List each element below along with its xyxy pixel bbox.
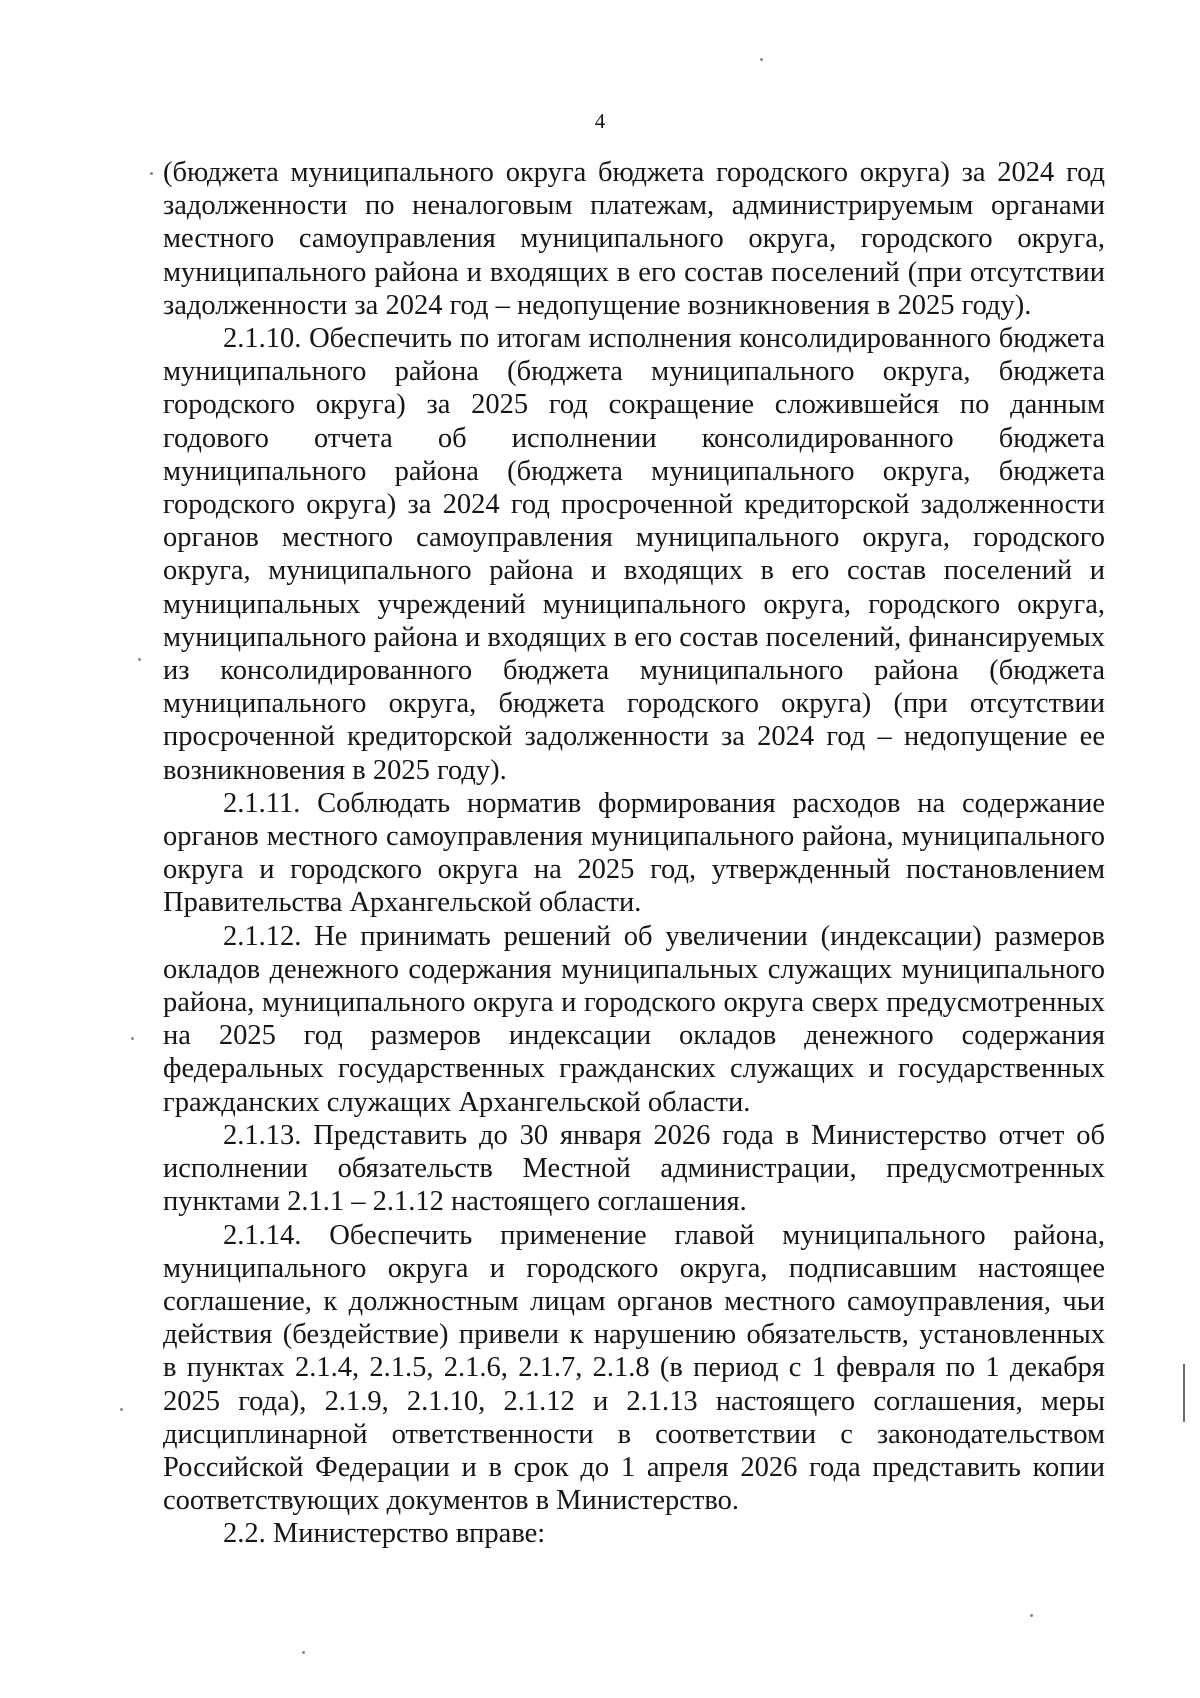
paragraph-2-1-13: 2.1.13. Представить до 30 января 2026 года в Министерство отчет об исполнении обязательств Местной администрации, предусмотренных пунктами 2.1.1 – 2.1.12 настоящего соглашения.	[163, 1119, 1105, 1218]
document-body	[163, 156, 1105, 1551]
paragraph-continuation: (бюджета муниципального округа бюджета городского округа) за 2024 год задолженности по неналоговым платежам, администрируемым органами местного самоуправления муниципального округа, городского округа, муниципального района и входящих в его состав поселений (при отсутствии задолженности за 2024 год – недопущение возникновения в 2025 году).	[163, 157, 1105, 321]
paragraph-2-1-12: 2.1.12. Не принимать решений об увеличении (индексации) размеров окладов денежного содержания муниципальных служащих муниципального района, муниципального округа и городского округа сверх предусмотренных на 2025 год размеров индексации окладов денежного содержания федеральных государственных гражданских служащих и государственных гражданских служащих Архангельской области.	[163, 920, 1105, 1118]
page-number: 4	[594, 109, 606, 133]
scan-speck	[760, 58, 763, 61]
scan-speck	[131, 1037, 134, 1040]
scan-speck	[138, 658, 141, 661]
scan-speck	[1030, 1614, 1033, 1617]
paragraph-2-1-14: 2.1.14. Обеспечить применение главой муниципального района, муниципального округа и городского округа, подписавшим настоящее соглашение, к должностным лицам органов местного самоуправления, чьи действия (бездействие) привели к нарушению обязательств, установленных в пунктах 2.1.4, 2.1.5, 2.1.6, 2.1.7, 2.1.8 (в период с 1 февраля по 1 декабря 2025 года), 2.1.9, 2.1.10, 2.1.12 и 2.1.13 настоящего соглашения, меры дисциплинарной ответственности в соответствии с законодательством Российской Федерации и в срок до 1 апреля 2026 года представить копии соответствующих документов в Министерство.	[163, 1219, 1105, 1517]
paragraph-2-1-11: 2.1.11. Соблюдать норматив формирования расходов на содержание органов местного самоуправления муниципального района, муниципального округа и городского округа на 2025 год, утвержденный постановлением Правительства Архангельской области.	[163, 787, 1105, 919]
scan-speck	[302, 1651, 305, 1654]
scan-speck	[120, 1408, 123, 1411]
paragraph-2-2: 2.2. Министерство вправе:	[223, 1518, 546, 1550]
paragraph-2-1-10: 2.1.10. Обеспечить по итогам исполнения консолидированного бюджета муниципального района (бюджета муниципального округа, бюджета городского округа) за 2025 год сокращение сложившейся по данным годового отчета об исполнении консолидированного бюджета муниципального района (бюджета муниципального округа, бюджета городского округа) за 2024 год просроченной кредиторской задолженности органов местного самоуправления муниципального округа, городского округа, муниципального района и входящих в его состав поселений и муниципальных учреждений муниципального округа, городского округа, муниципального района и входящих в его состав поселений, финансируемых из консолидированного бюджета муниципального района (бюджета муниципального округа, бюджета городского округа) (при отсутствии просроченной кредиторской задолженности за 2024 год – недопущение ее возникновения в 2025 году).	[163, 323, 1105, 786]
scan-speck	[150, 172, 153, 175]
scan-margin-mark	[1183, 1364, 1185, 1422]
